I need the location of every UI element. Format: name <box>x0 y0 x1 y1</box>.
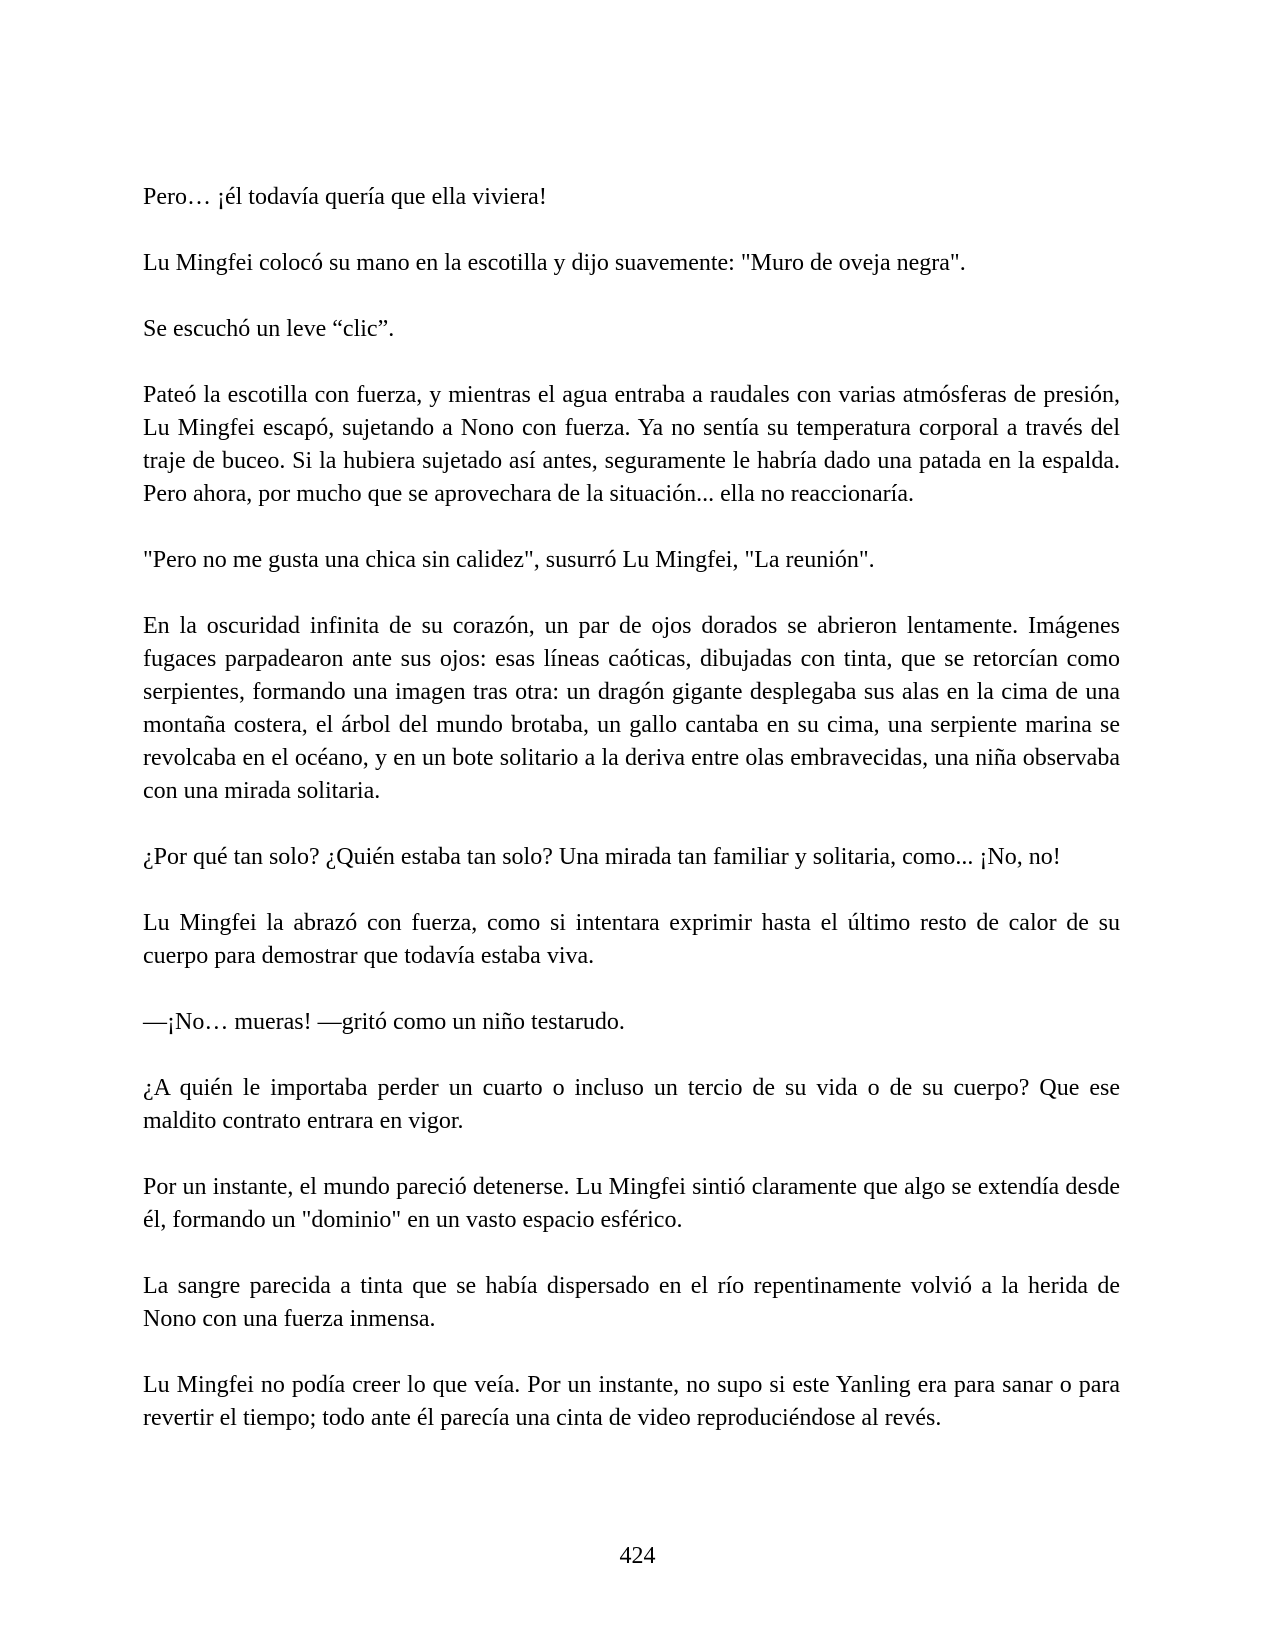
paragraph: Lu Mingfei no podía creer lo que veía. Por un instante, no supo si este Yanling era para sanar o para revertir el tiempo; todo ante él parecía una cinta de video reproduciéndose al revés. <box>143 1372 1120 1431</box>
paragraph: Se escuchó un leve “clic”. <box>143 316 395 342</box>
paragraph: Lu Mingfei la abrazó con fuerza, como si intentara exprimir hasta el último resto de calor de su cuerpo para demostrar que todavía estaba viva. <box>143 910 1120 969</box>
paragraph: Pateó la escotilla con fuerza, y mientras el agua entraba a raudales con varias atmósferas de presión, Lu Mingfei escapó, sujetando a Nono con fuerza. Ya no sentía su temperatura corporal a través del traje de buceo. Si la hubiera sujetado así antes, seguramente le habría dado una patada en la espalda. Pero ahora, por mucho que se aprovechara de la situación... ella no reaccionaría. <box>143 382 1120 507</box>
text-content <box>143 181 1120 1468</box>
paragraph: ¿Por qué tan solo? ¿Quién estaba tan solo? Una mirada tan familiar y solitaria, como... ¡No, no! <box>143 844 1061 870</box>
paragraph: Por un instante, el mundo pareció detenerse. Lu Mingfei sintió claramente que algo se extendía desde él, formando un "dominio" en un vasto espacio esférico. <box>143 1174 1120 1233</box>
paragraph: "Pero no me gusta una chica sin calidez", susurró Lu Mingfei, "La reunión". <box>143 547 875 573</box>
paragraph: En la oscuridad infinita de su corazón, un par de ojos dorados se abrieron lentamente. Imágenes fugaces parpadearon ante sus ojos: esas líneas caóticas, dibujadas con tinta, que se retorcían como serpientes, formando una imagen tras otra: un dragón gigante desplegaba sus alas en la cima de una montaña costera, el árbol del mundo brotaba, un gallo cantaba en su cima, una serpiente marina se revolcaba en el océano, y en un bote solitario a la deriva entre olas embravecidas, una niña observaba con una mirada solitaria. <box>143 613 1120 804</box>
paragraph: —¡No… mueras! —gritó como un niño testarudo. <box>143 1009 625 1035</box>
paragraph: Lu Mingfei colocó su mano en la escotilla y dijo suavemente: "Muro de oveja negra". <box>143 250 966 276</box>
paragraph: ¿A quién le importaba perder un cuarto o incluso un tercio de su vida o de su cuerpo? Que ese maldito contrato entrara en vigor. <box>143 1075 1120 1134</box>
paragraph: La sangre parecida a tinta que se había dispersado en el río repentinamente volvió a la herida de Nono con una fuerza inmensa. <box>143 1273 1120 1332</box>
page-number: 424 <box>619 1543 656 1569</box>
paragraph: Pero… ¡él todavía quería que ella viviera! <box>143 184 547 210</box>
